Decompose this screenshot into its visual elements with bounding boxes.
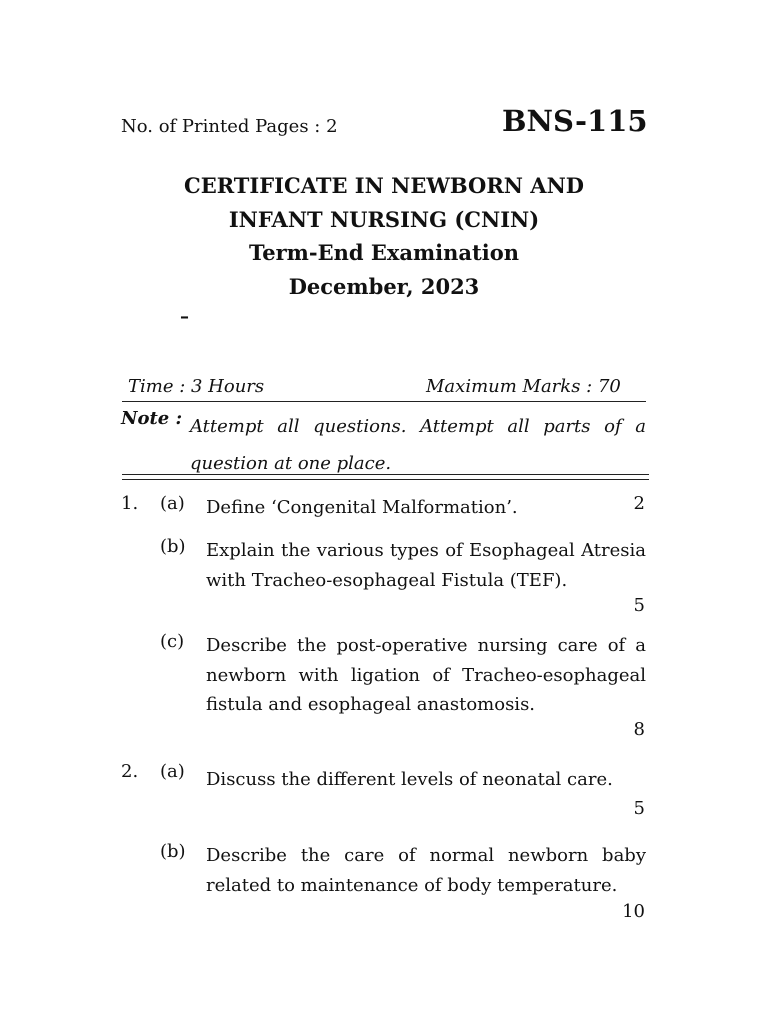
double-rule [122,474,649,480]
marks: 5 [633,595,645,616]
marks: 2 [633,493,645,514]
question-text: Explain the various types of Esophageal Atresia with Tracheo-esophageal Fistula (TEF). [206,540,646,591]
question-number: 2. [121,761,139,782]
printed-pages-count: No. of Printed Pages : 2 [121,116,338,137]
title-line-1: CERTIFICATE IN NEWBORN AND [184,173,584,198]
question-text: Describe the care of normal newborn baby related to maintenance of body temperature. [206,845,646,896]
part-label: (a) [160,493,185,514]
marks: 8 [633,719,645,740]
exam-type: Term-End Examination [248,240,519,265]
marks: 10 [622,901,645,922]
part-label: (a) [160,761,185,782]
header-rule [122,401,646,402]
part-label: (b) [160,536,186,557]
dash-mark: – [180,306,189,327]
note-text: Attempt all questions. Attempt all parts of a question at one place. [190,416,646,474]
question-text: Define ‘Congenital Malformation’. [206,497,518,518]
question-number: 1. [121,493,139,514]
part-label: (b) [160,841,186,862]
title-line-2: INFANT NURSING (CNIN) [228,207,540,232]
maximum-marks: Maximum Marks : 70 [426,376,621,397]
marks: 5 [633,798,645,819]
part-label: (c) [160,631,185,652]
exam-date: December, 2023 [288,274,480,299]
question-text: Describe the post-operative nursing care of a newborn with ligation of Tracheo-esophageal fistula and esophageal anastomosis. [206,635,646,715]
time-allowed: Time : 3 Hours [128,376,265,397]
question-text: Discuss the different levels of neonatal care. [206,769,613,790]
course-code: BNS-115 [502,104,648,138]
note-label: Note : [121,408,183,429]
